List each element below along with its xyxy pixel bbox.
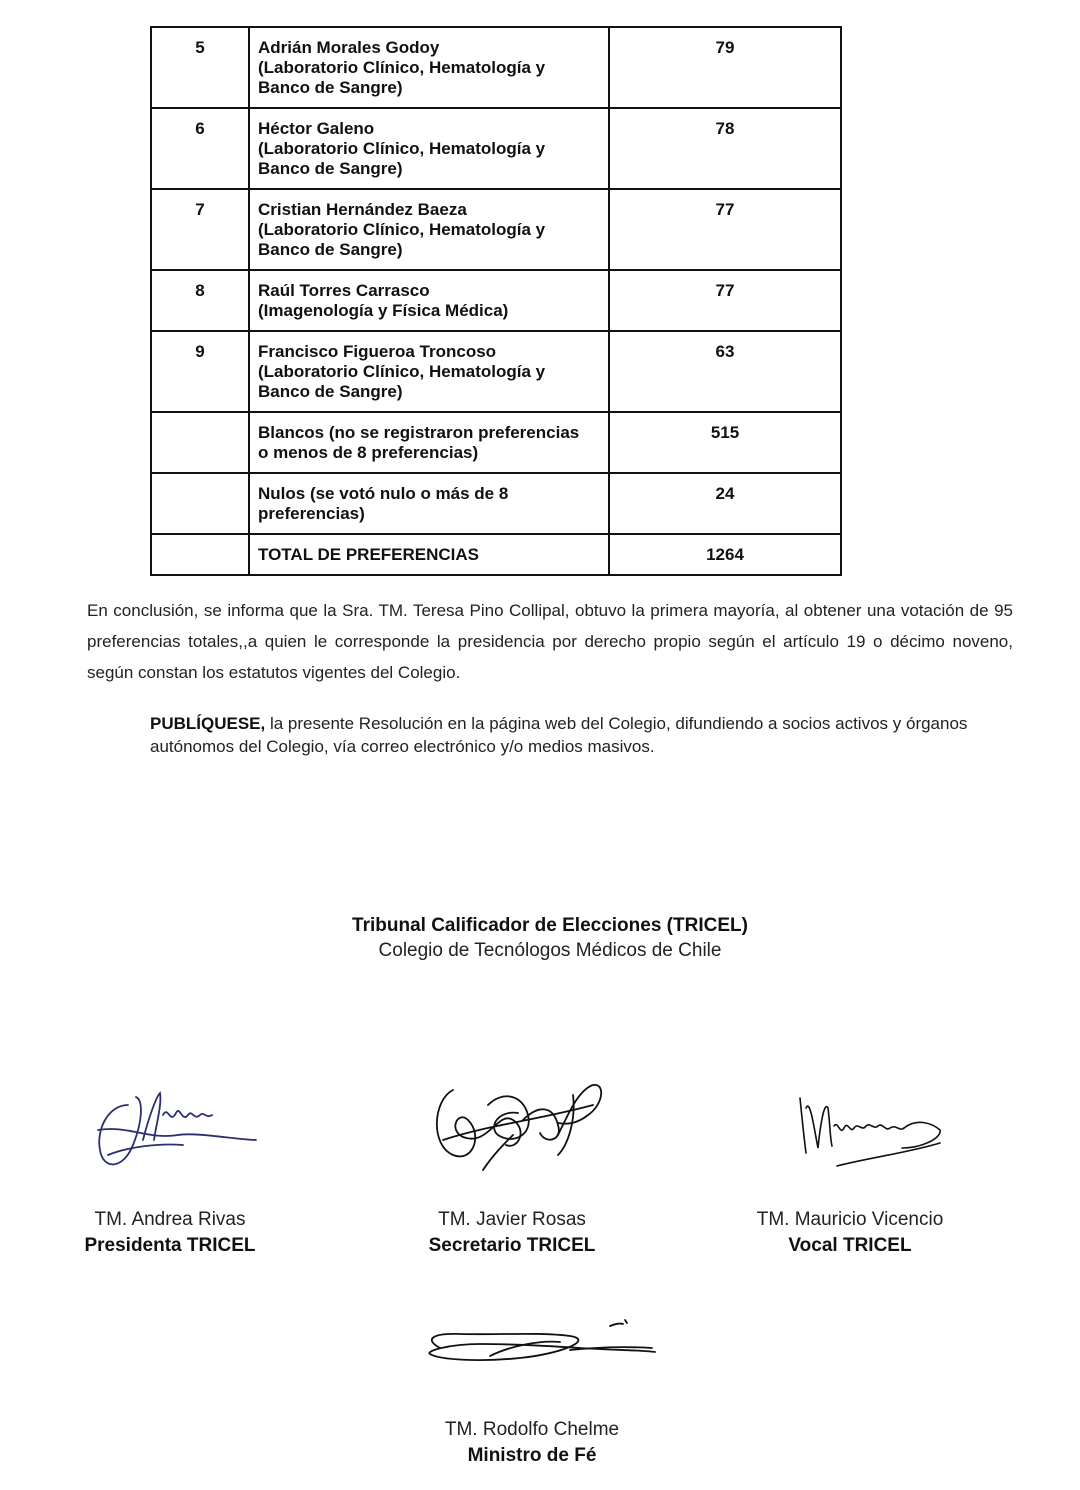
signature-rodolfo-chelme <box>420 1318 660 1370</box>
table-row <box>151 27 841 108</box>
candidate-cell <box>249 534 609 575</box>
signer-name: TM. Andrea Rivas <box>94 1209 246 1230</box>
conclusion-paragraph: En conclusión, se informa que la Sra. TM. Teresa Pino Collipal, obtuvo la primera mayoría, al obtener una votación de 95 preferencias totales,,a quien le corresponde la presidencia por derecho propio según el artículo 19 o décimo noveno, según constan los estatutos vigentes del Colegio. <box>87 601 1013 682</box>
candidate-detail-line: (Laboratorio Clínico, Hematología y <box>258 362 546 381</box>
publish-lead: PUBLÍQUESE, <box>150 714 266 733</box>
table-row <box>151 270 841 331</box>
row-number-cell: 5 <box>151 27 249 108</box>
votes-cell: 515 <box>609 412 841 473</box>
signer-name: TM. Javier Rosas <box>438 1209 586 1230</box>
results-table-body <box>151 27 841 575</box>
tribunal-subtitle: Colegio de Tecnólogos Médicos de Chile <box>378 940 722 961</box>
candidate-name: Blancos (no se registraron preferencias <box>258 423 580 442</box>
candidate-detail-line: Banco de Sangre) <box>258 78 403 97</box>
candidate-cell <box>249 412 609 473</box>
candidate-name: Nulos (se votó nulo o más de 8 <box>258 484 509 503</box>
candidate-detail-line: (Laboratorio Clínico, Hematología y <box>258 139 546 158</box>
candidate-name: Raúl Torres Carrasco <box>258 281 430 300</box>
signer-andrea-rivas <box>70 1207 270 1259</box>
signer-rodolfo-chelme <box>432 1417 632 1469</box>
candidate-detail-line: (Laboratorio Clínico, Hematología y <box>258 220 546 239</box>
publish-paragraph <box>150 712 1010 758</box>
candidate-name: Francisco Figueroa Troncoso <box>258 342 497 361</box>
row-number-cell: 8 <box>151 270 249 331</box>
votes-cell: 24 <box>609 473 841 534</box>
signature-mauricio-vicencio <box>792 1088 947 1173</box>
row-number-cell <box>151 412 249 473</box>
candidate-cell <box>249 473 609 534</box>
candidate-name: Héctor Galeno <box>258 119 375 138</box>
candidate-name: TOTAL DE PREFERENCIAS <box>258 545 480 564</box>
votes-cell: 63 <box>609 331 841 412</box>
row-number-cell <box>151 534 249 575</box>
candidate-cell <box>249 27 609 108</box>
table-row <box>151 473 841 534</box>
table-row <box>151 108 841 189</box>
votes-cell: 77 <box>609 189 841 270</box>
candidate-name: Adrián Morales Godoy <box>258 38 440 57</box>
candidate-cell <box>249 189 609 270</box>
signer-name: TM. Rodolfo Chelme <box>444 1419 620 1440</box>
row-number-cell: 9 <box>151 331 249 412</box>
row-number-cell: 6 <box>151 108 249 189</box>
signer-javier-rosas <box>412 1207 612 1259</box>
signer-name: TM. Mauricio Vicencio <box>756 1209 944 1230</box>
candidate-detail-line: preferencias) <box>258 504 365 523</box>
row-number-cell <box>151 473 249 534</box>
candidate-detail-line: o menos de 8 preferencias) <box>258 443 479 462</box>
tribunal-heading <box>0 913 1080 963</box>
candidate-name: Cristian Hernández Baeza <box>258 200 467 219</box>
signer-role: Secretario TRICEL <box>428 1235 596 1256</box>
row-number-cell: 7 <box>151 189 249 270</box>
signer-role: Vocal TRICEL <box>788 1235 912 1256</box>
table-row <box>151 189 841 270</box>
candidate-detail-line: (Imagenología y Física Médica) <box>258 301 509 320</box>
publish-text: la presente Resolución en la página web del Colegio, difundiendo a socios activos y órganos autónomos del Colegio, vía correo electrónico y/o medios masivos. <box>150 714 968 756</box>
candidate-cell <box>249 108 609 189</box>
results-table <box>150 26 842 576</box>
table-row <box>151 412 841 473</box>
signature-javier-rosas <box>428 1075 608 1175</box>
candidate-cell <box>249 270 609 331</box>
signer-role: Presidenta TRICEL <box>84 1235 256 1256</box>
table-row <box>151 331 841 412</box>
votes-cell: 77 <box>609 270 841 331</box>
votes-cell: 1264 <box>609 534 841 575</box>
candidate-detail-line: Banco de Sangre) <box>258 240 403 259</box>
signature-andrea-rivas <box>88 1085 263 1180</box>
candidate-detail-line: Banco de Sangre) <box>258 382 403 401</box>
votes-cell: 78 <box>609 108 841 189</box>
candidate-cell <box>249 331 609 412</box>
votes-cell: 79 <box>609 27 841 108</box>
signer-role: Ministro de Fé <box>467 1445 597 1466</box>
signer-mauricio-vicencio <box>740 1207 960 1259</box>
candidate-detail-line: Banco de Sangre) <box>258 159 403 178</box>
candidate-detail-line: (Laboratorio Clínico, Hematología y <box>258 58 546 77</box>
table-row <box>151 534 841 575</box>
tribunal-title: Tribunal Calificador de Elecciones (TRICEL) <box>352 915 748 936</box>
